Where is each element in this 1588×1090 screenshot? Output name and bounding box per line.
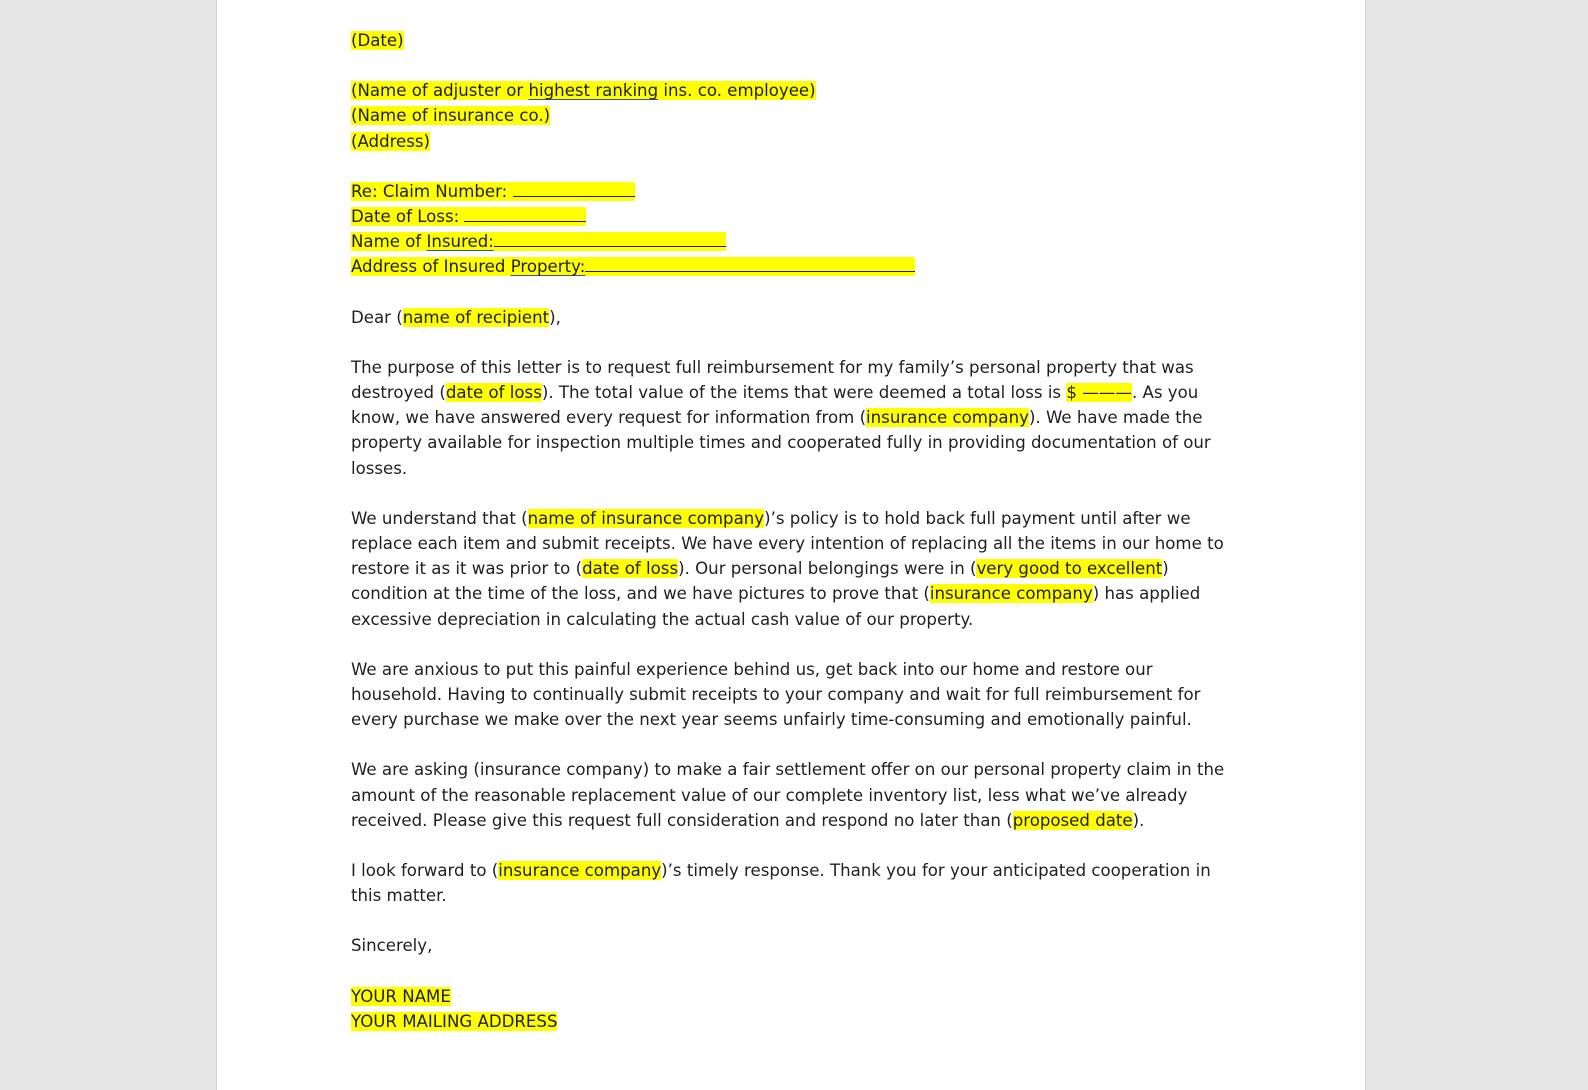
recipient-address-line: [351, 129, 1241, 154]
recipient-name-post: ins. co. employee): [658, 81, 816, 101]
spell-check-underline[interactable]: highest ranking: [528, 81, 659, 101]
letter-body[interactable]: [351, 28, 1241, 1059]
claim-number-label: Re: Claim Number:: [351, 181, 513, 201]
insurance-company-name-placeholder: name of insurance company: [527, 508, 765, 528]
your-address-placeholder: YOUR MAILING ADDRESS: [351, 1011, 558, 1031]
total-value-placeholder: $ ———: [1066, 383, 1132, 403]
date-placeholder: (Date): [351, 31, 404, 50]
recipient-placeholder: name of recipient: [402, 307, 550, 327]
recipient-block: [351, 78, 1241, 154]
date-of-loss-blank: [464, 204, 586, 222]
salutation: Dear (name of recipient),: [351, 307, 561, 327]
insured-name-blank: [494, 229, 726, 247]
paragraph-closing: I look forward to (insurance company)’s timely response. Thank you for your anticipated cooperation in this matter.: [351, 861, 1211, 906]
insurance-company-placeholder: insurance company: [929, 584, 1093, 604]
paragraph-anxious: We are anxious to put this painful experience behind us, get back into our home and restore our household. Having to continually submit receipts to your company and wait for full reimbursement for every purchase we make over the next year seems unfairly time-consuming and emotionally painful.: [351, 659, 1201, 730]
claim-block: [351, 179, 1241, 280]
date-of-loss-placeholder: date of loss: [445, 383, 542, 403]
address-placeholder: (Address): [351, 131, 431, 151]
insurance-company-placeholder: insurance company: [866, 408, 1029, 428]
claim-number-line: [351, 179, 1241, 204]
recipient-company-line: [351, 103, 1241, 128]
insured-underlined[interactable]: Insured:: [426, 232, 494, 252]
insurance-company-placeholder: insurance company: [498, 861, 662, 881]
paragraph-policy: We understand that (name of insurance company)’s policy is to hold back full payment until after we replace each item and submit receipts. We have every intention of replacing all the items in our home to restore it as it was prior to (date of loss). Our personal belongings were in (very good to excellent) condition at the time of the loss, and we have pictures to prove that (insurance company) has applied excessive depreciation in calculating the actual cash value of our property.: [351, 508, 1224, 629]
insured-name-line: [351, 229, 1241, 254]
company-placeholder: (Name of insurance co.): [351, 106, 551, 126]
paragraph-request: We are asking (insurance company) to make a fair settlement offer on our personal property claim in the amount of the reasonable replacement value of our complete inventory list, less what we’ve already received. Please give this request full consideration and respond no later than (proposed date).: [351, 760, 1225, 830]
recipient-name-pre: (Name of adjuster or: [351, 81, 529, 101]
sign-off: Sincerely,: [351, 936, 433, 956]
property-address-line: [351, 254, 1241, 279]
condition-placeholder: very good to excellent: [976, 559, 1163, 579]
recipient-name-line: [351, 78, 1241, 103]
property-address-blank: [585, 254, 915, 272]
property-underlined[interactable]: Property:: [510, 257, 586, 277]
document-page[interactable]: [216, 0, 1366, 1090]
date-of-loss-label: Date of Loss:: [351, 207, 465, 227]
claim-number-blank: [513, 179, 635, 197]
paragraph-purpose: The purpose of this letter is to request full reimbursement for my family’s personal property that was destroyed (date of loss). The total value of the items that were deemed a total loss is $ ———. As you know, we have answered every request for information from (insurance company). We have made the property available for inspection multiple times and cooperated fully in providing documentation of our losses.: [351, 357, 1211, 478]
insured-name-label: Name of: [351, 232, 427, 252]
date-of-loss-line: [351, 204, 1241, 229]
date-of-loss-placeholder: date of loss: [582, 559, 679, 579]
property-address-label: Address of Insured: [351, 257, 511, 277]
your-name-placeholder: YOUR NAME: [351, 986, 451, 1006]
date-block: [351, 28, 1241, 53]
proposed-date-placeholder: proposed date: [1012, 810, 1133, 830]
signature-block: [351, 984, 1241, 1034]
